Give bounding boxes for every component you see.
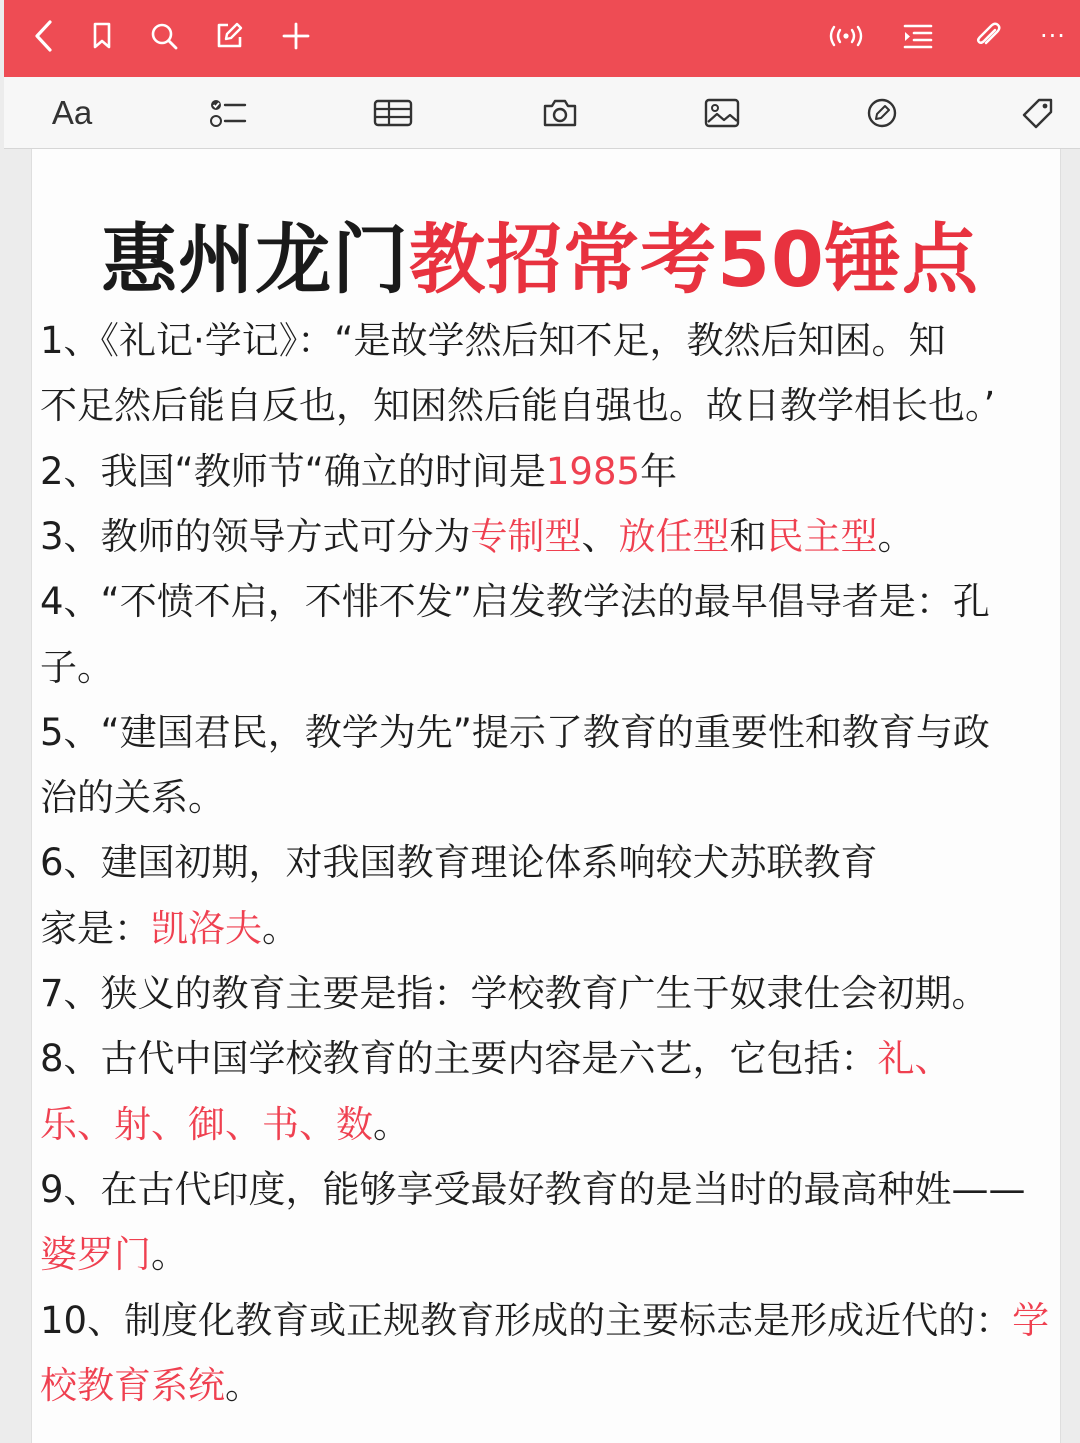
attachment-icon[interactable]	[966, 14, 1010, 58]
outline-icon[interactable]	[896, 14, 940, 58]
camera-icon[interactable]	[536, 89, 584, 137]
text-segment: 。	[262, 906, 299, 950]
text-segment: 9、在古代印度，能够享受最好教育的是当时的最高种姓——	[40, 1167, 1026, 1211]
text-line	[40, 308, 1056, 373]
text-line	[40, 1092, 1056, 1157]
text-line	[40, 1157, 1056, 1222]
title-red-part: 教招常考50锤点	[409, 215, 979, 304]
format-toolbar	[4, 77, 1080, 149]
highlighted-text: 民主型	[766, 514, 878, 558]
text-segment: 8、古代中国学校教育的主要内容是六艺，它包括：	[40, 1037, 878, 1081]
text-segment: 2、我国“教师节“确立的时间是	[40, 449, 546, 493]
text-line	[40, 1026, 1056, 1091]
text-line	[40, 1353, 1056, 1418]
back-icon[interactable]	[22, 14, 66, 58]
text-line	[40, 504, 1056, 569]
text-segment: 不足然后能自反也，知困然后能自强也。故日教学相长也。’	[40, 384, 996, 428]
text-segment: 。	[225, 1363, 262, 1407]
table-icon[interactable]	[369, 89, 417, 137]
add-icon[interactable]	[274, 14, 318, 58]
text-segment: 、	[581, 514, 619, 558]
font-icon[interactable]	[42, 89, 102, 137]
text-segment: 3、教师的领导方式可分为	[40, 514, 471, 558]
highlighted-text: 校教育系统	[40, 1363, 225, 1407]
highlighted-text: 放任型	[618, 514, 730, 558]
highlighted-text: 1985	[545, 449, 641, 493]
broadcast-icon[interactable]	[824, 14, 868, 58]
bookmark-icon[interactable]	[80, 14, 124, 58]
highlighted-text: 专制型	[470, 514, 582, 558]
checklist-icon[interactable]	[204, 89, 252, 137]
text-segment: 4、“不愤不启，不悱不发”启发教学法的最早倡导者是：孔	[40, 580, 990, 624]
tag-icon[interactable]	[1014, 89, 1062, 137]
more-label: ···	[1040, 22, 1066, 50]
text-segment: 6、建国初期，对我国教育理论体系响较犬苏联教育	[40, 841, 878, 885]
text-segment: 。	[151, 1233, 188, 1277]
text-line	[40, 830, 1056, 895]
highlighted-text: 婆罗门	[40, 1233, 151, 1277]
text-line	[40, 635, 1056, 700]
text-segment: 7、狭义的教育主要是指：学校教育广生于奴隶仕会初期。	[40, 972, 989, 1015]
text-line	[40, 569, 1056, 634]
text-line	[40, 373, 1056, 438]
text-segment: 10、制度化教育或正规教育形成的主要标志是形成近代的：	[40, 1298, 1013, 1342]
draw-icon[interactable]	[858, 89, 906, 137]
top-navigation-bar	[4, 0, 1080, 77]
highlighted-text: 学	[1012, 1298, 1050, 1342]
text-line	[40, 1222, 1056, 1287]
text-line	[40, 700, 1056, 765]
edit-icon[interactable]	[207, 14, 251, 58]
image-icon[interactable]	[698, 89, 746, 137]
text-segment: 治的关系。	[40, 776, 225, 820]
text-line	[40, 439, 1056, 504]
search-icon[interactable]	[142, 14, 186, 58]
title-black-part: 惠州龙门	[101, 215, 410, 304]
document-title	[0, 210, 1080, 310]
text-segment: 家是：	[40, 906, 151, 950]
font-label: Aa	[51, 94, 93, 131]
highlighted-text: 礼、	[877, 1037, 952, 1081]
text-line	[40, 896, 1056, 961]
text-segment: 年	[640, 449, 678, 493]
text-segment: 子。	[40, 645, 114, 689]
text-segment: 1、《礼记·学记》：“是故学然后知不足，教然后知困。知	[40, 319, 946, 362]
text-segment: 。	[373, 1102, 410, 1146]
more-icon[interactable]	[1031, 14, 1075, 58]
text-segment: 5、“建国君民，教学为先”提示了教育的重要性和教育与政	[40, 710, 990, 754]
text-line	[40, 1288, 1056, 1353]
text-line	[40, 961, 1056, 1026]
text-line	[40, 765, 1056, 830]
highlighted-text: 凯洛夫	[151, 906, 262, 950]
text-segment: 。	[877, 514, 915, 558]
highlighted-text: 乐、射、御、书、数	[40, 1102, 373, 1146]
text-segment: 和	[729, 514, 767, 558]
